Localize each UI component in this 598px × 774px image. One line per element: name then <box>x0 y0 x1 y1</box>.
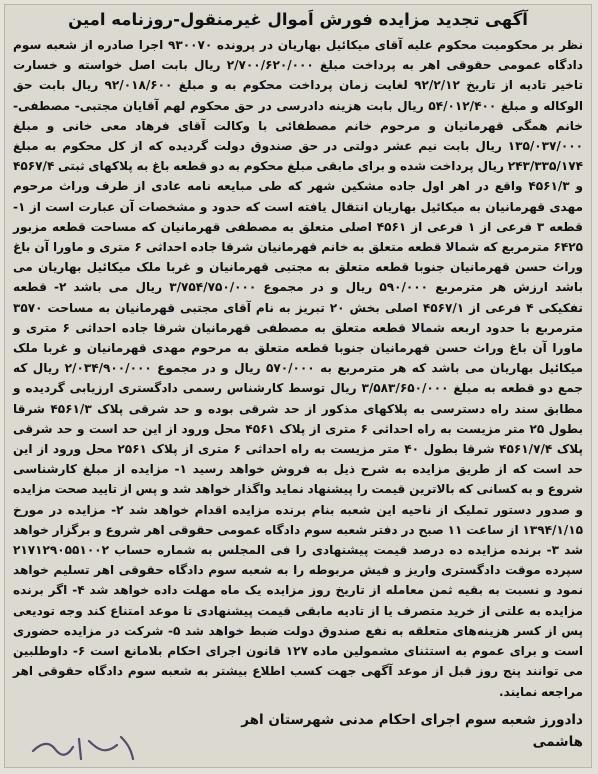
notice-block <box>13 7 584 750</box>
newspaper-clipping <box>4 4 592 768</box>
signature-name: هاشمی <box>532 733 583 750</box>
signature-line: دادورز شعبه سوم اجرای احکام مدنی شهرستان اهر <box>241 711 583 728</box>
handwritten-mark-icon <box>27 729 137 763</box>
notice-body: نظر بر محکومیت محکوم علیه آقای میکائیل بهاریان در پرونده ۹۳۰۰۷۰ اجرا صادره از شعبه سوم دادگاه عمومی حقوقی اهر به پرداخت مبلغ ۲/۷۰۰/۶۲۰/۰۰۰ ریال بابت اصل خواسته و خسارت تاخیر تادیه از تاریخ ۹۲/۲/۱۲ لغایت زمان پرداخت محکوم به و مبلغ ۹۲/۰۱۸/۶۰۰ ریال بابت حق الوکاله و مبلغ ۵۴/۰۱۲/۴۰۰ ریال بابت هزینه دادرسی در حق محکوم لهم آقایان مجتبی- مصطفی- خانم همگی قهرمانیان و مرحوم خانم مصطفائی با وکالت آقای فرهاد معی خانی و مبلغ ۱۳۵/۰۳۷/۰۰۰ ریال بابت نیم عشر دولتی در حق صندوق دولت گردیده که از کل محکوم به مبلغ ۲۴۳/۳۳۵/۱۷۴ ریال پرداخت شده و برای مابقی مبلغ محکوم به دو قطعه باغ به پلاکهای ثبتی ۴۵۶۷/۴ و ۴۵۶۱/۳ واقع در اهر اول جاده مشکین شهر که طی مبایعه نامه عادی از طرف وراث مرحوم مهدی قهرمانیان به میکائیل بهاریان انتقال یافته است که حدود و مشخصات آن عبارت است از ۱- قطعه ۳ فرعی از ۱ فرعی از ۴۵۶۱ اصلی متعلق به مصطفی قهرمانیان که مساحت قطعه مزبور ۶۴۲۵ مترمربع که شمالا قطعه متعلق به خانم قهرمانیان شرقا جاده احداثی ۶ متری و ماورا آن باغ وراث حسن قهرمانیان جنوبا قطعه متعلق به مجتبی قهرمانیان و غربا ملک میکائیل بهاریان می باشد ارزش هر مترمربع ۵۹۰/۰۰۰ ریال و در مجموع ۳/۷۵۴/۷۵۰/۰۰۰ ریال می باشد ۲- قطعه تفکیکی ۴ فرعی از ۴۵۶۷/۱ اصلی بخش ۲۰ تبریز به نام آقای مجتبی قهرمانیان به مساحت ۳۵۷۰ مترمربع با حدود اربعه شمالا قطعه متعلق به مصطفی قهرمانیان شرقا جاده احداثی ۶ متری و ماورا آن باغ وراث حسن قهرمانیان جنوبا قطعه متعلق به مرحوم مهدی قهرمانیان و غربا ملک میکائیل بهاریان می باشد که هر مترمربع به ۵۷۰/۰۰۰ ریال و در مجموع ۲/۰۳۴/۹۰۰/۰۰۰ ریال که جمع دو قطعه به مبلغ ۳/۵۸۳/۶۵۰/۰۰۰ ریال توسط کارشناس رسمی دادگستری ارزیابی گردیده و مطابق سند راه دسترسی به پلاکهای مذکور از حد شرقی بوده و حد شرقی پلاک ۴۵۶۱/۳ شرقا بطول ۲۵ متر مزیست به راه احداثی ۶ متری از پلاک ۴۵۶۱ محل ورود از این حد است و حد شرقی پلاک ۴۵۶۱/۷/۴ شرقا بطول ۴۰ متر مزیست به راه احداثی ۶ متری از پلاک ۲۵۶۱ محل ورود از این حد است که از طریق مزایده به شرح ذیل به فروش خواهد رسید ۱- مزایده از مبلغ کارشناسی شروع و به کسانی که بالاترین قیمت را پیشنهاد نماید واگذار خواهد شد و پس از تایید صحت مزایده و صدور دستور تملیک از ناحیه این شعبه بنام برنده مزایده اقدام خواهد شد ۲- مزایده در مورخ ۱۳۹۴/۱/۱۵ از ساعت ۱۱ صبح در دفتر شعبه سوم دادگاه عمومی حقوقی اهر شروع و برگزار خواهد شد ۳- برنده مزایده ده درصد قیمت پیشنهادی را فی المجلس به شماره حساب ۲۱۷۱۲۹۰۵۵۱۰۰۲ سپرده موقت دادگستری واریز و فیش مربوطه را به شعبه سوم دادگاه حقوقی اهر تسلیم خواهد نمود و نسبت به بقیه ثمن معامله از تاریخ روز مزایده یک ماه مهلت داده خواهد شد ۴- اگر برنده مزایده به علتی از خرید متصرف یا از تادیه مابقی قیمت پیشنهادی تا موعد امتناع کند وجه تودیعی پس از کسر هزینه‌های متعلقه به نفع صندوق دولت ضبط خواهد شد ۵- شرکت در مزایده حضوری است و برای عموم به استثنای مشمولین ماده ۱۲۷ قانون اجرای احکام بلامانع است ۶- داوطلبین می توانند پنج روز قبل از موعد آگهی جهت کسب اطلاع بیشتر به شعبه سوم دادگاه حقوقی اهر مراجعه نمایند. <box>13 38 584 699</box>
notice-title: آگهی تجدید مزایده فورش اَموال غیرمنقول-روزنامه امین <box>68 10 528 29</box>
